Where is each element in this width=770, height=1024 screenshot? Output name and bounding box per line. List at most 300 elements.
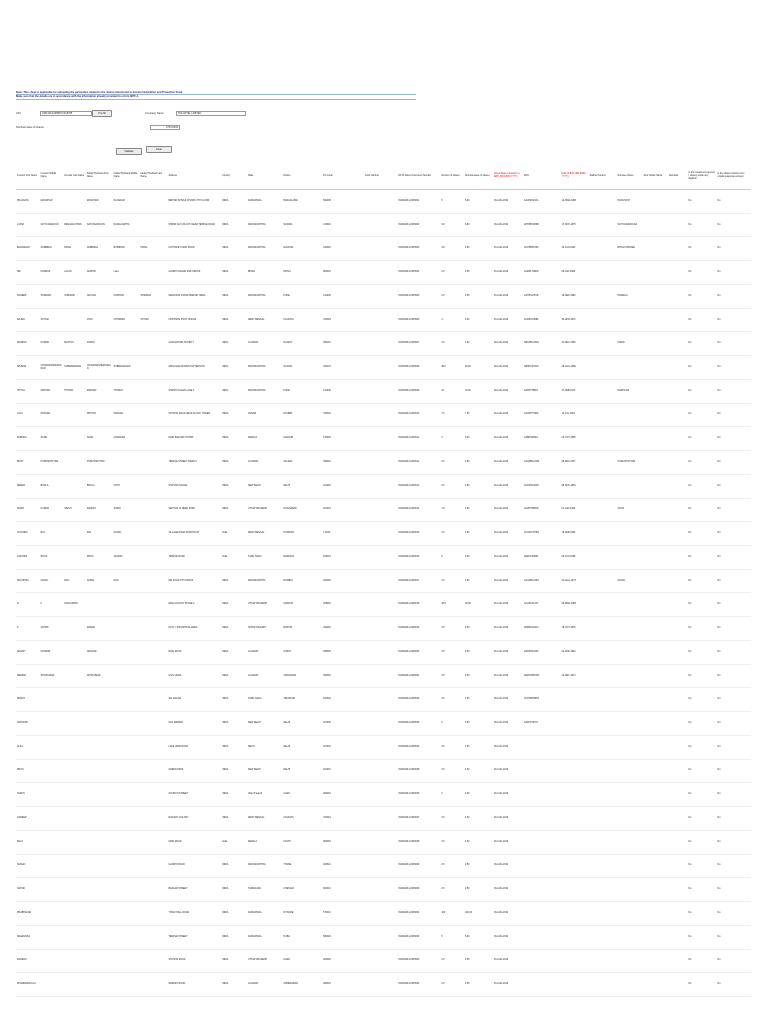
table-cell[interactable]: CHHABRA — [113, 308, 140, 332]
table-cell[interactable] — [642, 925, 668, 949]
table-cell[interactable]: UTTAR PRADESH — [247, 498, 282, 522]
table-cell[interactable]: MANOJ — [16, 688, 40, 712]
table-cell[interactable] — [589, 308, 617, 332]
table-cell[interactable]: INDIA — [221, 403, 247, 427]
table-cell[interactable]: 700012 — [322, 807, 364, 831]
table-cell[interactable]: IN300239-12345030 — [397, 878, 440, 902]
table-cell[interactable] — [589, 284, 617, 308]
table-cell[interactable]: IN300239-12345001 — [397, 190, 440, 214]
table-cell[interactable]: No — [687, 878, 716, 902]
table-cell[interactable]: IN300239-12345032 — [397, 925, 440, 949]
table-cell[interactable] — [523, 735, 561, 759]
table-cell[interactable]: SUNIL — [86, 427, 113, 451]
table-cell[interactable] — [642, 308, 668, 332]
table-cell[interactable] — [668, 664, 687, 688]
table-cell[interactable]: 2.50 — [464, 830, 493, 854]
table-cell[interactable]: 10 — [440, 379, 464, 403]
table-cell[interactable]: 2.50 — [464, 735, 493, 759]
table-cell[interactable] — [617, 830, 643, 854]
table-cell[interactable]: IN300239-12345027 — [397, 807, 440, 831]
table-cell[interactable]: 682016 — [322, 830, 364, 854]
table-cell[interactable]: No — [687, 356, 716, 380]
table-cell[interactable]: INDIA — [221, 902, 247, 926]
table-cell[interactable] — [668, 640, 687, 664]
table-cell[interactable] — [561, 925, 589, 949]
table-cell[interactable]: IN300239-12345021 — [397, 664, 440, 688]
table-cell[interactable]: ACDPS3434N — [523, 474, 561, 498]
table-cell[interactable]: 100.00 — [464, 902, 493, 926]
table-cell[interactable]: 10.00 — [464, 379, 493, 403]
table-cell[interactable]: 2.5 — [440, 474, 464, 498]
table-cell[interactable]: 26-AUG-2022 — [493, 712, 523, 736]
table-cell[interactable] — [113, 949, 140, 973]
table-cell[interactable] — [561, 783, 589, 807]
table-cell[interactable] — [642, 522, 668, 546]
table-cell[interactable]: RAJESH — [86, 498, 113, 522]
table-cell[interactable] — [589, 332, 617, 356]
table-cell[interactable] — [561, 830, 589, 854]
table-cell[interactable]: LALL — [113, 261, 140, 285]
table-cell[interactable]: 4.8 — [440, 237, 464, 261]
table-cell[interactable] — [364, 617, 397, 641]
table-cell[interactable]: SUDEEP — [16, 284, 40, 308]
table-cell[interactable] — [589, 403, 617, 427]
table-cell[interactable] — [364, 830, 397, 854]
table-cell[interactable] — [589, 569, 617, 593]
table-cell[interactable] — [140, 190, 168, 214]
table-cell[interactable] — [113, 830, 140, 854]
table-cell[interactable] — [63, 640, 86, 664]
table-cell[interactable] — [668, 878, 687, 902]
table-cell[interactable]: No — [687, 190, 716, 214]
table-cell[interactable] — [523, 902, 561, 926]
table-cell[interactable]: No — [687, 688, 716, 712]
clear-button[interactable]: Clear — [146, 146, 172, 153]
table-cell[interactable]: 411005 — [322, 284, 364, 308]
table-cell[interactable]: 2.5 — [440, 830, 464, 854]
table-cell[interactable]: No — [716, 427, 751, 451]
table-cell[interactable] — [140, 356, 168, 380]
table-cell[interactable]: 396001 — [322, 451, 364, 475]
table-cell[interactable]: 411038 — [322, 379, 364, 403]
table-cell[interactable] — [523, 807, 561, 831]
table-cell[interactable] — [40, 973, 64, 997]
table-cell[interactable] — [617, 617, 643, 641]
table-cell[interactable]: PATNA — [282, 261, 322, 285]
table-cell[interactable] — [523, 854, 561, 878]
table-cell[interactable]: SUBRAMANIAN — [113, 356, 140, 380]
table-cell[interactable]: PRASHANT — [617, 190, 643, 214]
table-cell[interactable] — [668, 854, 687, 878]
table-cell[interactable] — [364, 356, 397, 380]
table-cell[interactable] — [642, 783, 668, 807]
table-cell[interactable] — [364, 878, 397, 902]
table-cell[interactable]: VIJAY — [86, 308, 113, 332]
table-cell[interactable] — [589, 261, 617, 285]
table-cell[interactable]: 2.00 — [464, 783, 493, 807]
table-cell[interactable] — [63, 712, 86, 736]
table-cell[interactable] — [86, 949, 113, 973]
table-cell[interactable]: 2.50 — [464, 688, 493, 712]
table-cell[interactable] — [40, 925, 64, 949]
table-cell[interactable]: PUNE — [282, 379, 322, 403]
table-cell[interactable]: TAMIL NADU — [247, 546, 282, 570]
table-cell[interactable]: ACAPK2121T — [523, 593, 561, 617]
table-cell[interactable] — [642, 593, 668, 617]
table-cell[interactable]: GUJARAT — [247, 451, 282, 475]
table-cell[interactable]: BAZAAR STREET — [167, 878, 221, 902]
table-cell[interactable]: MAIN BAZAAR CHOWK — [167, 427, 221, 451]
table-cell[interactable] — [86, 712, 113, 736]
table-cell[interactable]: 09-NOV-1981 — [561, 474, 589, 498]
table-cell[interactable]: BHOLA — [86, 474, 113, 498]
table-cell[interactable]: No — [716, 712, 751, 736]
table-cell[interactable] — [668, 474, 687, 498]
table-cell[interactable] — [63, 854, 86, 878]
table-cell[interactable]: INDIA — [221, 783, 247, 807]
table-cell[interactable] — [617, 783, 643, 807]
table-cell[interactable]: 2.5 — [440, 617, 464, 641]
table-cell[interactable]: 560038 — [322, 190, 364, 214]
table-cell[interactable]: 26-AUG-2022 — [493, 356, 523, 380]
table-cell[interactable]: 26-AUG-2022 — [493, 593, 523, 617]
table-cell[interactable]: SUBHASH — [16, 712, 40, 736]
table-cell[interactable]: SATYANARAYAN — [40, 213, 64, 237]
table-cell[interactable]: IN300239-12345033 — [397, 949, 440, 973]
table-cell[interactable]: AAUPP7788K — [523, 403, 561, 427]
table-cell[interactable]: 05-JAN-1980 — [561, 261, 589, 285]
table-cell[interactable]: Uttar Pradesh — [247, 783, 282, 807]
table-cell[interactable]: AGRPL7890D — [523, 261, 561, 285]
table-cell[interactable] — [113, 807, 140, 831]
table-cell[interactable]: KOCHI — [282, 830, 322, 854]
table-cell[interactable] — [642, 807, 668, 831]
table-cell[interactable] — [63, 308, 86, 332]
table-cell[interactable]: 3 — [440, 427, 464, 451]
table-cell[interactable]: VILLAGE ROAD PANCHAYAT — [167, 522, 221, 546]
table-cell[interactable]: RING ROAD — [167, 640, 221, 664]
table-cell[interactable] — [668, 261, 687, 285]
table-cell[interactable]: RAIPUR — [282, 617, 322, 641]
table-cell[interactable]: RAJ — [40, 522, 64, 546]
table-cell[interactable] — [617, 878, 643, 902]
table-cell[interactable]: KOTHAPET MAIN ROAD — [167, 237, 221, 261]
table-cell[interactable]: 2.5 — [440, 332, 464, 356]
table-cell[interactable]: 2.5 — [440, 735, 464, 759]
table-cell[interactable]: BIHAR — [247, 261, 282, 285]
table-cell[interactable]: SEEMA — [16, 474, 40, 498]
table-cell[interactable]: BIJOY — [16, 451, 40, 475]
table-cell[interactable]: No — [687, 403, 716, 427]
table-cell[interactable]: LALAN — [63, 261, 86, 285]
table-cell[interactable] — [668, 379, 687, 403]
table-cell[interactable]: ASSAM — [247, 403, 282, 427]
table-cell[interactable]: 2.50 — [464, 640, 493, 664]
table-cell[interactable] — [561, 854, 589, 878]
table-cell[interactable]: ACRPC2468F — [523, 308, 561, 332]
table-cell[interactable] — [589, 427, 617, 451]
table-cell[interactable]: India — [221, 546, 247, 570]
table-cell[interactable]: RAJMA — [16, 308, 40, 332]
table-cell[interactable]: 670002 — [322, 427, 364, 451]
table-cell[interactable] — [364, 569, 397, 593]
table-cell[interactable] — [40, 902, 64, 926]
table-cell[interactable]: ABGPM1122G — [523, 332, 561, 356]
table-cell[interactable]: 26-AUG-2022 — [493, 451, 523, 475]
table-cell[interactable] — [364, 332, 397, 356]
table-cell[interactable]: No — [687, 830, 716, 854]
table-cell[interactable]: PLOT 7 INDUSTRIAL AREA — [167, 617, 221, 641]
table-cell[interactable]: 26-AUG-2022 — [493, 190, 523, 214]
table-cell[interactable]: 26-AUG-2022 — [493, 308, 523, 332]
table-cell[interactable]: 2.5 — [440, 284, 464, 308]
table-cell[interactable]: SUBBIRAL — [40, 237, 64, 261]
table-cell[interactable] — [642, 640, 668, 664]
table-cell[interactable] — [113, 712, 140, 736]
table-cell[interactable] — [364, 593, 397, 617]
table-cell[interactable] — [668, 593, 687, 617]
table-cell[interactable] — [642, 190, 668, 214]
table-cell[interactable] — [86, 830, 113, 854]
table-cell[interactable]: PRABHAKAR — [16, 902, 40, 926]
table-cell[interactable] — [589, 949, 617, 973]
table-cell[interactable]: 2.50 — [464, 474, 493, 498]
table-cell[interactable] — [561, 759, 589, 783]
table-cell[interactable]: 5 — [440, 190, 464, 214]
table-cell[interactable] — [364, 474, 397, 498]
table-cell[interactable]: 2.5 — [440, 664, 464, 688]
table-cell[interactable] — [589, 522, 617, 546]
table-cell[interactable]: INDIA — [221, 712, 247, 736]
table-cell[interactable]: India — [221, 522, 247, 546]
table-cell[interactable]: MATTOO — [63, 332, 86, 356]
table-cell[interactable] — [113, 925, 140, 949]
table-cell[interactable] — [617, 854, 643, 878]
table-cell[interactable]: No — [687, 735, 716, 759]
table-cell[interactable]: ACHPM6565X — [523, 688, 561, 712]
table-cell[interactable] — [140, 546, 168, 570]
table-cell[interactable] — [140, 213, 168, 237]
table-cell[interactable] — [113, 593, 140, 617]
table-cell[interactable]: 282002 — [322, 949, 364, 973]
table-cell[interactable]: 3 — [440, 308, 464, 332]
table-cell[interactable]: 2.50 — [464, 807, 493, 831]
table-cell[interactable]: NEW DELHI — [247, 712, 282, 736]
table-cell[interactable]: 390001 — [322, 664, 364, 688]
table-cell[interactable] — [63, 546, 86, 570]
table-cell[interactable]: No — [687, 854, 716, 878]
table-cell[interactable]: 1.8 — [440, 498, 464, 522]
table-cell[interactable]: 26-AUG-2022 — [493, 640, 523, 664]
table-cell[interactable] — [668, 308, 687, 332]
table-cell[interactable]: 26-AUG-2022 — [493, 427, 523, 451]
table-cell[interactable] — [40, 830, 64, 854]
table-cell[interactable] — [642, 261, 668, 285]
table-cell[interactable]: TEMPLE STREET WARD 6 — [167, 451, 221, 475]
table-cell[interactable] — [617, 973, 643, 997]
table-cell[interactable]: No — [716, 593, 751, 617]
table-cell[interactable]: No — [716, 237, 751, 261]
table-cell[interactable] — [364, 640, 397, 664]
table-cell[interactable] — [589, 902, 617, 926]
table-cell[interactable]: ANNA NAGAR WEST EXTENSION — [167, 356, 221, 380]
table-cell[interactable] — [668, 783, 687, 807]
table-cell[interactable]: RAJARAM — [113, 190, 140, 214]
table-cell[interactable]: ADBPA3232U — [523, 617, 561, 641]
table-cell[interactable]: CHANDRASHEKHARAN — [40, 356, 64, 380]
table-cell[interactable] — [63, 617, 86, 641]
table-cell[interactable] — [617, 356, 643, 380]
table-cell[interactable]: RAJKOT — [282, 332, 322, 356]
table-cell[interactable]: MANOHAR — [86, 190, 113, 214]
table-cell[interactable]: HUBLI — [282, 925, 322, 949]
table-cell[interactable] — [140, 759, 168, 783]
table-cell[interactable] — [140, 498, 168, 522]
table-cell[interactable]: IN300239-12345029 — [397, 854, 440, 878]
table-cell[interactable]: MARKET ROAD — [167, 973, 221, 997]
table-cell[interactable] — [642, 379, 668, 403]
table-cell[interactable]: 25-MAY-1977 — [561, 451, 589, 475]
table-cell[interactable]: SRI — [16, 261, 40, 285]
table-cell[interactable] — [589, 474, 617, 498]
table-cell[interactable] — [40, 759, 64, 783]
table-cell[interactable]: ACHPB5678C — [523, 237, 561, 261]
table-cell[interactable]: 100 — [440, 902, 464, 926]
table-cell[interactable]: IN300239-12345031 — [397, 902, 440, 926]
table-cell[interactable]: INDIA — [221, 593, 247, 617]
table-cell[interactable]: 26-AUG-2022 — [493, 688, 523, 712]
table-cell[interactable]: 19-SEP-1983 — [561, 284, 589, 308]
table-cell[interactable]: BHAGYASHREE — [617, 237, 643, 261]
table-cell[interactable]: No — [716, 759, 751, 783]
table-cell[interactable] — [589, 973, 617, 997]
table-cell[interactable]: No — [716, 213, 751, 237]
table-cell[interactable]: PRIYA — [40, 546, 64, 570]
table-cell[interactable]: NATH — [113, 474, 140, 498]
table-cell[interactable]: 2.5 — [440, 640, 464, 664]
table-cell[interactable]: 2.50 — [464, 569, 493, 593]
table-cell[interactable]: LAKE VIEW ROAD — [167, 735, 221, 759]
table-cell[interactable]: IN300239-12345003 — [397, 237, 440, 261]
table-cell[interactable] — [617, 949, 643, 973]
table-cell[interactable]: IN300239-12345004 — [397, 261, 440, 285]
table-cell[interactable] — [561, 949, 589, 973]
table-cell[interactable]: PURUSHOTTAM — [40, 451, 64, 475]
table-cell[interactable]: 5 — [440, 546, 464, 570]
table-cell[interactable]: SHRIDAR — [140, 284, 168, 308]
table-cell[interactable]: INDIA — [221, 807, 247, 831]
table-cell[interactable]: 26-AUG-2022 — [493, 807, 523, 831]
table-cell[interactable]: DELHI — [247, 735, 282, 759]
table-cell[interactable] — [86, 783, 113, 807]
table-cell[interactable]: 5.00 — [464, 712, 493, 736]
table-cell[interactable] — [40, 688, 64, 712]
table-cell[interactable] — [642, 949, 668, 973]
table-cell[interactable]: No — [716, 569, 751, 593]
table-cell[interactable] — [40, 807, 64, 831]
table-cell[interactable] — [113, 973, 140, 997]
table-cell[interactable]: SUCHITRA — [16, 569, 40, 593]
cin-input[interactable]: L85110KA1995PLC018765 — [40, 111, 92, 116]
table-cell[interactable]: CHANDRA — [113, 427, 140, 451]
table-cell[interactable]: UTTAR PRADESH — [247, 593, 282, 617]
table-cell[interactable]: 110052 — [322, 474, 364, 498]
table-cell[interactable] — [63, 830, 86, 854]
table-cell[interactable]: 2 — [440, 783, 464, 807]
table-cell[interactable]: IN300239-12345009 — [397, 379, 440, 403]
table-cell[interactable]: SHIBANI — [16, 356, 40, 380]
table-cell[interactable]: PRAMILA — [617, 284, 643, 308]
table-cell[interactable]: OLD MARKET — [167, 712, 221, 736]
table-cell[interactable]: WEST BENGAL — [247, 522, 282, 546]
table-cell[interactable]: No — [687, 308, 716, 332]
table-cell[interactable]: No — [687, 617, 716, 641]
table-cell[interactable]: DELHI — [282, 712, 322, 736]
table-cell[interactable] — [668, 427, 687, 451]
table-cell[interactable] — [40, 878, 64, 902]
table-cell[interactable]: GANDHI ROAD — [167, 854, 221, 878]
table-cell[interactable]: No — [687, 783, 716, 807]
table-cell[interactable] — [642, 474, 668, 498]
table-cell[interactable]: 282001 — [322, 783, 364, 807]
table-cell[interactable]: INDIA — [221, 854, 247, 878]
table-cell[interactable]: No — [687, 427, 716, 451]
table-cell[interactable]: 110006 — [322, 712, 364, 736]
table-cell[interactable]: GOKULDHAM SOCIETY — [167, 332, 221, 356]
table-cell[interactable]: SREENIVAS — [16, 925, 40, 949]
table-cell[interactable]: AHMEDABAD — [282, 973, 322, 997]
table-cell[interactable]: TOWN HALL ROAD — [167, 902, 221, 926]
table-cell[interactable]: SHYAM — [40, 308, 64, 332]
table-cell[interactable]: INDIA — [221, 664, 247, 688]
table-cell[interactable]: 600001 — [322, 878, 364, 902]
table-cell[interactable] — [668, 925, 687, 949]
table-cell[interactable] — [63, 759, 86, 783]
table-cell[interactable] — [617, 427, 643, 451]
table-cell[interactable]: IN300239-12345024 — [397, 735, 440, 759]
table-cell[interactable]: No — [687, 949, 716, 973]
table-cell[interactable]: VENKAT — [113, 546, 140, 570]
table-cell[interactable]: SAI NAGAR — [167, 688, 221, 712]
prefill-button[interactable]: Pre-fill — [92, 110, 112, 117]
table-cell[interactable]: AGRA — [282, 949, 322, 973]
table-cell[interactable]: 26-AUG-2022 — [493, 522, 523, 546]
table-cell[interactable] — [523, 973, 561, 997]
table-cell[interactable]: BALU — [16, 830, 40, 854]
table-cell[interactable]: PRIYA — [16, 759, 40, 783]
table-cell[interactable]: KRISHNA — [113, 284, 140, 308]
table-cell[interactable]: 2.50 — [464, 261, 493, 285]
table-cell[interactable] — [561, 735, 589, 759]
table-cell[interactable]: MAIN ROAD — [167, 830, 221, 854]
table-cell[interactable] — [86, 925, 113, 949]
table-cell[interactable]: No — [716, 783, 751, 807]
table-cell[interactable]: 5 — [440, 712, 464, 736]
table-cell[interactable]: IN300239-12345020 — [397, 640, 440, 664]
table-cell[interactable]: 11-DEC-1966 — [561, 332, 589, 356]
table-cell[interactable]: IN300239-12345014 — [397, 498, 440, 522]
table-cell[interactable]: SINGH — [63, 498, 86, 522]
table-cell[interactable]: 14-JUL-1964 — [561, 403, 589, 427]
table-cell[interactable]: No — [687, 379, 716, 403]
table-cell[interactable] — [113, 783, 140, 807]
table-cell[interactable] — [40, 949, 64, 973]
table-cell[interactable]: IN300239-12345016 — [397, 546, 440, 570]
table-cell[interactable]: CHENNAI — [282, 878, 322, 902]
table-cell[interactable]: 04-APR-1984 — [561, 640, 589, 664]
table-cell[interactable] — [642, 973, 668, 997]
table-cell[interactable] — [668, 332, 687, 356]
